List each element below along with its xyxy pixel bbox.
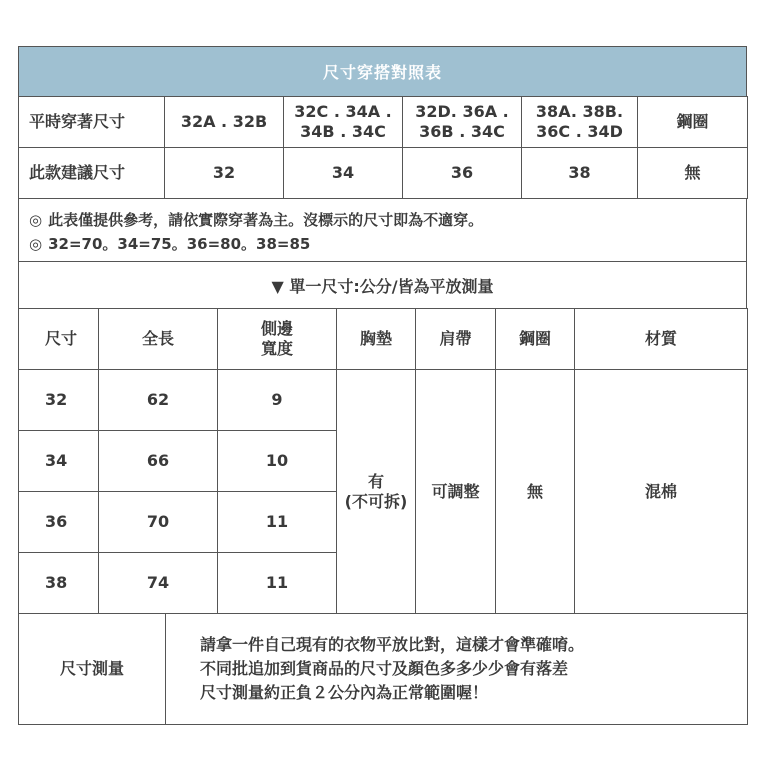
note-line: 不同批追加到貨商品的尺寸及顏色多多少少會有落差: [200, 659, 569, 678]
suggested-size-cell: 無: [638, 148, 748, 199]
cell-text: (不可拆): [344, 491, 408, 511]
cell-text: 36C . 34D: [536, 122, 623, 141]
header-text: 側邊: [260, 319, 293, 338]
side-width-cell: 11: [218, 553, 337, 614]
strap-cell: 可調整: [416, 370, 496, 614]
row-label-suggested-size: 此款建議尺寸: [19, 148, 165, 199]
circle-mark-icon: ◎: [29, 235, 43, 253]
side-width-cell: 11: [218, 492, 337, 553]
material-cell: 混棉: [575, 370, 748, 614]
usual-size-cell: [284, 97, 403, 148]
table-row: [19, 370, 748, 431]
size-cell: 38: [19, 553, 99, 614]
note-text: 此表僅提供參考，請依實際穿著為主。沒標示的尺寸即為不適穿。: [48, 211, 484, 229]
header-pad: 胸墊: [337, 309, 416, 370]
pad-cell: [337, 370, 416, 614]
header-side-width: [218, 309, 337, 370]
length-cell: 74: [99, 553, 218, 614]
row-label-usual-size: 平時穿著尺寸: [19, 97, 165, 148]
header-text: 寬度: [260, 339, 293, 358]
chart-title: 尺寸穿搭對照表: [18, 46, 747, 97]
cell-text: 32D. 36A .: [415, 102, 509, 121]
size-cell: 32: [19, 370, 99, 431]
cell-text: 鋼圈: [676, 112, 709, 131]
size-cell: 36: [19, 492, 99, 553]
table-row: [19, 614, 748, 725]
header-material: 材質: [575, 309, 748, 370]
usual-size-cell: [165, 97, 284, 148]
suggested-size-cell: 38: [522, 148, 638, 199]
note-line: 請拿一件自己現有的衣物平放比對，這樣才會準確唷。: [200, 635, 585, 654]
size-chart: [18, 47, 747, 725]
measure-note-table: [18, 613, 748, 725]
header-row: [19, 309, 748, 370]
size-cell: 34: [19, 431, 99, 492]
suggested-size-cell: 32: [165, 148, 284, 199]
wire-cell: 無: [496, 370, 575, 614]
length-cell: 62: [99, 370, 218, 431]
measurement-table: [18, 308, 748, 614]
note-line: 尺寸測量約正負２公分內為正常範圍喔！: [200, 683, 489, 702]
usual-size-cell: [403, 97, 522, 148]
note-line: [29, 208, 736, 232]
length-cell: 70: [99, 492, 218, 553]
cell-text: 38A. 38B.: [535, 102, 624, 121]
notes-box: [18, 198, 747, 262]
cell-text: 32C . 34A .: [294, 102, 392, 121]
circle-mark-icon: ◎: [29, 211, 43, 229]
usual-size-cell: [638, 97, 748, 148]
note-text: 32=70。34=75。36=80。38=85: [48, 235, 311, 253]
length-cell: 66: [99, 431, 218, 492]
header-strap: 肩帶: [416, 309, 496, 370]
table-row: [19, 97, 748, 148]
note-line: [29, 232, 736, 256]
header-length: 全長: [99, 309, 218, 370]
header-wire: 鋼圈: [496, 309, 575, 370]
cell-text: 32A . 32B: [180, 112, 268, 131]
header-size: 尺寸: [19, 309, 99, 370]
suggested-size-cell: 36: [403, 148, 522, 199]
table-row: [19, 148, 748, 199]
side-width-cell: 9: [218, 370, 337, 431]
measure-note-label: 尺寸測量: [19, 614, 166, 725]
cell-text: 34B . 34C: [300, 122, 386, 141]
cell-text: 有: [367, 471, 384, 491]
cell-text: 36B . 34C: [419, 122, 505, 141]
suggested-size-cell: 34: [284, 148, 403, 199]
measure-subtitle: ▼ 單一尺寸:公分/皆為平放測量: [18, 261, 747, 309]
usual-size-cell: [522, 97, 638, 148]
side-width-cell: 10: [218, 431, 337, 492]
size-match-table: [18, 96, 748, 199]
measure-note-text: [166, 614, 748, 725]
